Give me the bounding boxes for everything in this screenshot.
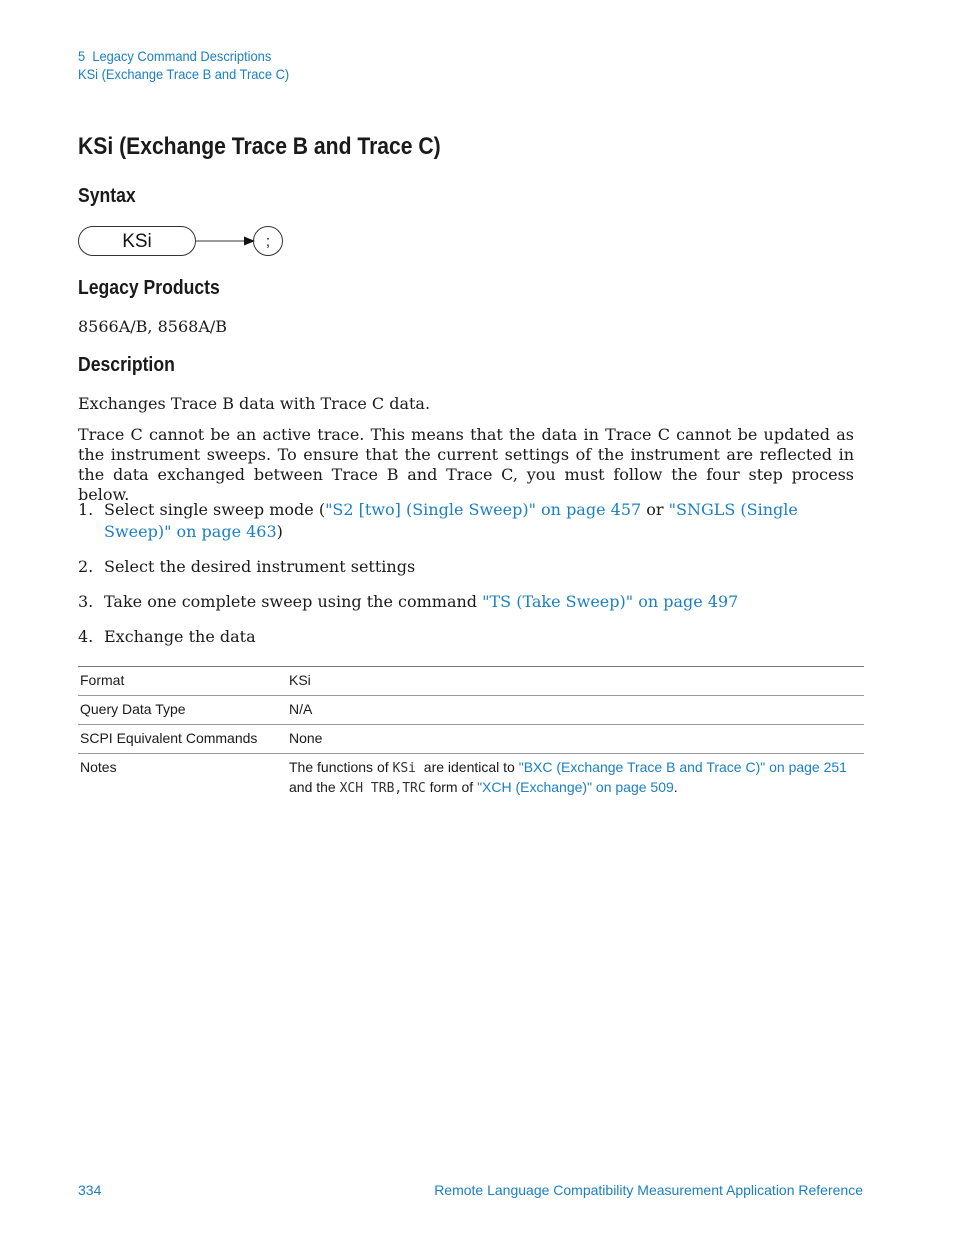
book-title: Remote Language Compatibility Measurement Application Reference [434, 1182, 863, 1198]
step-number: 3. [78, 592, 94, 611]
breadcrumb-section[interactable]: KSi (Exchange Trace B and Trace C) [78, 66, 290, 82]
table-row [78, 696, 864, 725]
step-text: Exchange the data [104, 627, 256, 646]
step-2 [78, 556, 856, 578]
breadcrumb-chapter[interactable]: 5 Legacy Command Descriptions [78, 48, 272, 64]
step-text: Select the desired instrument settings [104, 557, 416, 576]
step-number: 1. [78, 500, 94, 519]
table-row [78, 667, 864, 696]
syntax-diagram [76, 224, 288, 260]
link-ts-take-sweep[interactable]: "TS (Take Sweep)" on page 497 [482, 592, 739, 611]
link-s2-single-sweep[interactable]: "S2 [two] (Single Sweep)" on page 457 [325, 500, 642, 519]
description-heading: Description [78, 354, 175, 376]
page-title: KSi (Exchange Trace B and Trace C) [78, 133, 441, 160]
notes-value: The functions of KSi are identical to "BXC (Exchange Trace B and Trace C)" on page 251 and the XCH TRB,TRC form of "XCH (Exchange)" on page 509. [289, 759, 847, 796]
description-paragraph-1: Exchanges Trace B data with Trace C data. [78, 394, 431, 413]
link-bxc-exchange[interactable]: "BXC (Exchange Trace B and Trace C)" on page 251 [518, 759, 847, 775]
syntax-heading: Syntax [78, 185, 136, 207]
description-paragraph-2: Trace C cannot be an active trace. This means that the data in Trace C cannot be updated as the instrument sweeps. To ensure that the current settings of the instrument are reflected in the data exchanged between Trace B and Trace C, you must follow the four step process below. [78, 425, 854, 504]
link-sngls-single-sweep[interactable]: "SNGLS (Single Sweep)" on page 463 [104, 500, 798, 541]
table-row [78, 754, 864, 804]
step-number: 4. [78, 627, 94, 646]
page-number: 334 [78, 1182, 102, 1198]
breadcrumb [78, 47, 289, 83]
code-ksi: KSi [392, 761, 416, 776]
row-value: N/A [287, 696, 864, 725]
link-xch-exchange[interactable]: "XCH (Exchange)" on page 509 [477, 779, 674, 795]
legacy-products-list: 8566A/B, 8568A/B [78, 317, 228, 336]
step-text: Take one complete sweep using the command "TS (Take Sweep)" on page 497 [104, 592, 739, 611]
syntax-terminator-text: ; [265, 233, 271, 250]
table-row [78, 725, 864, 754]
step-3 [78, 591, 856, 613]
legacy-products-heading: Legacy Products [78, 277, 220, 299]
code-xch-trb-trc: XCH TRB,TRC [339, 781, 426, 796]
syntax-command-text: KSi [122, 231, 152, 252]
step-text: Select single sweep mode ("S2 [two] (Single Sweep)" on page 457 or "SNGLS (Single Sweep)" on page 463) [104, 500, 798, 541]
command-properties-table [78, 666, 864, 803]
row-value: None [287, 725, 864, 754]
row-value: KSi [287, 667, 864, 696]
row-label: Format [78, 667, 287, 696]
row-label: Query Data Type [78, 696, 287, 725]
step-4 [78, 626, 856, 648]
step-number: 2. [78, 557, 94, 576]
row-label: SCPI Equivalent Commands [78, 725, 287, 754]
step-1 [78, 499, 856, 543]
row-label: Notes [80, 759, 117, 775]
